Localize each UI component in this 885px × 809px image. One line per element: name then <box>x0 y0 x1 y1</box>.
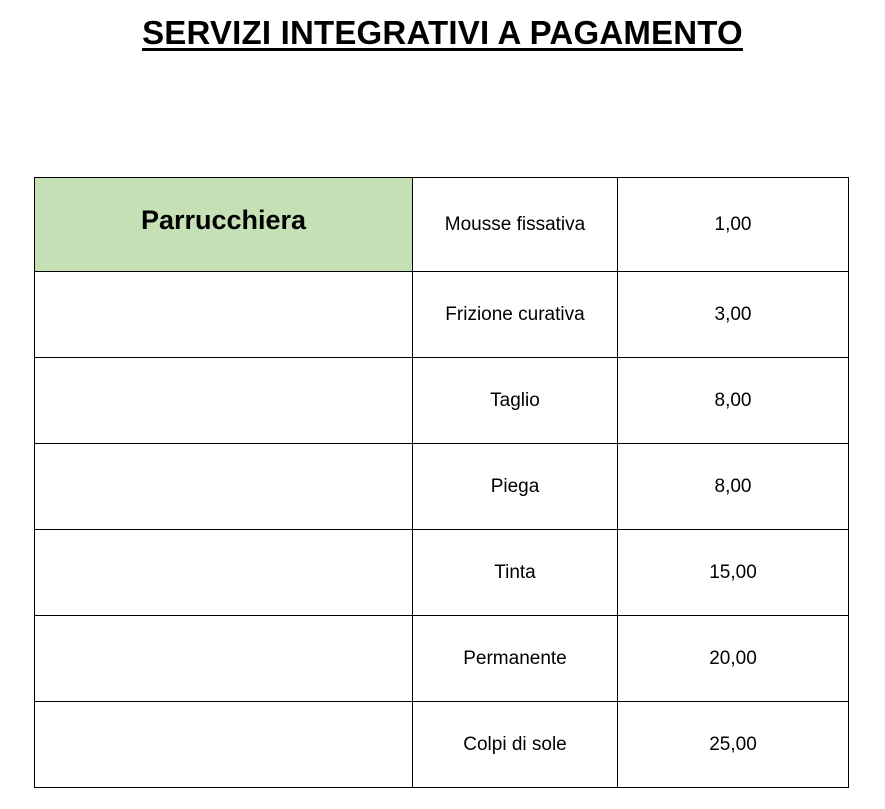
service-name: Taglio <box>413 358 618 444</box>
table-row <box>35 358 849 444</box>
service-price: 8,00 <box>618 358 849 444</box>
empty-category-cell <box>35 358 413 444</box>
table-row <box>35 444 849 530</box>
service-name: Mousse fissativa <box>413 178 618 272</box>
empty-category-cell <box>35 530 413 616</box>
service-name: Piega <box>413 444 618 530</box>
service-price: 3,00 <box>618 272 849 358</box>
service-price: 25,00 <box>618 702 849 788</box>
services-table <box>34 177 849 788</box>
empty-category-cell <box>35 702 413 788</box>
page-title: SERVIZI INTEGRATIVI A PAGAMENTO <box>142 14 743 51</box>
category-cell: Parrucchiera <box>35 178 413 272</box>
service-price: 1,00 <box>618 178 849 272</box>
service-name: Permanente <box>413 616 618 702</box>
empty-category-cell <box>35 444 413 530</box>
service-name: Tinta <box>413 530 618 616</box>
service-price: 8,00 <box>618 444 849 530</box>
service-name: Colpi di sole <box>413 702 618 788</box>
table-row <box>35 616 849 702</box>
service-name: Frizione curativa <box>413 272 618 358</box>
service-price: 20,00 <box>618 616 849 702</box>
service-price: 15,00 <box>618 530 849 616</box>
table-row <box>35 272 849 358</box>
table-row <box>35 702 849 788</box>
empty-category-cell <box>35 272 413 358</box>
table-row <box>35 530 849 616</box>
empty-category-cell <box>35 616 413 702</box>
table-row <box>35 178 849 272</box>
